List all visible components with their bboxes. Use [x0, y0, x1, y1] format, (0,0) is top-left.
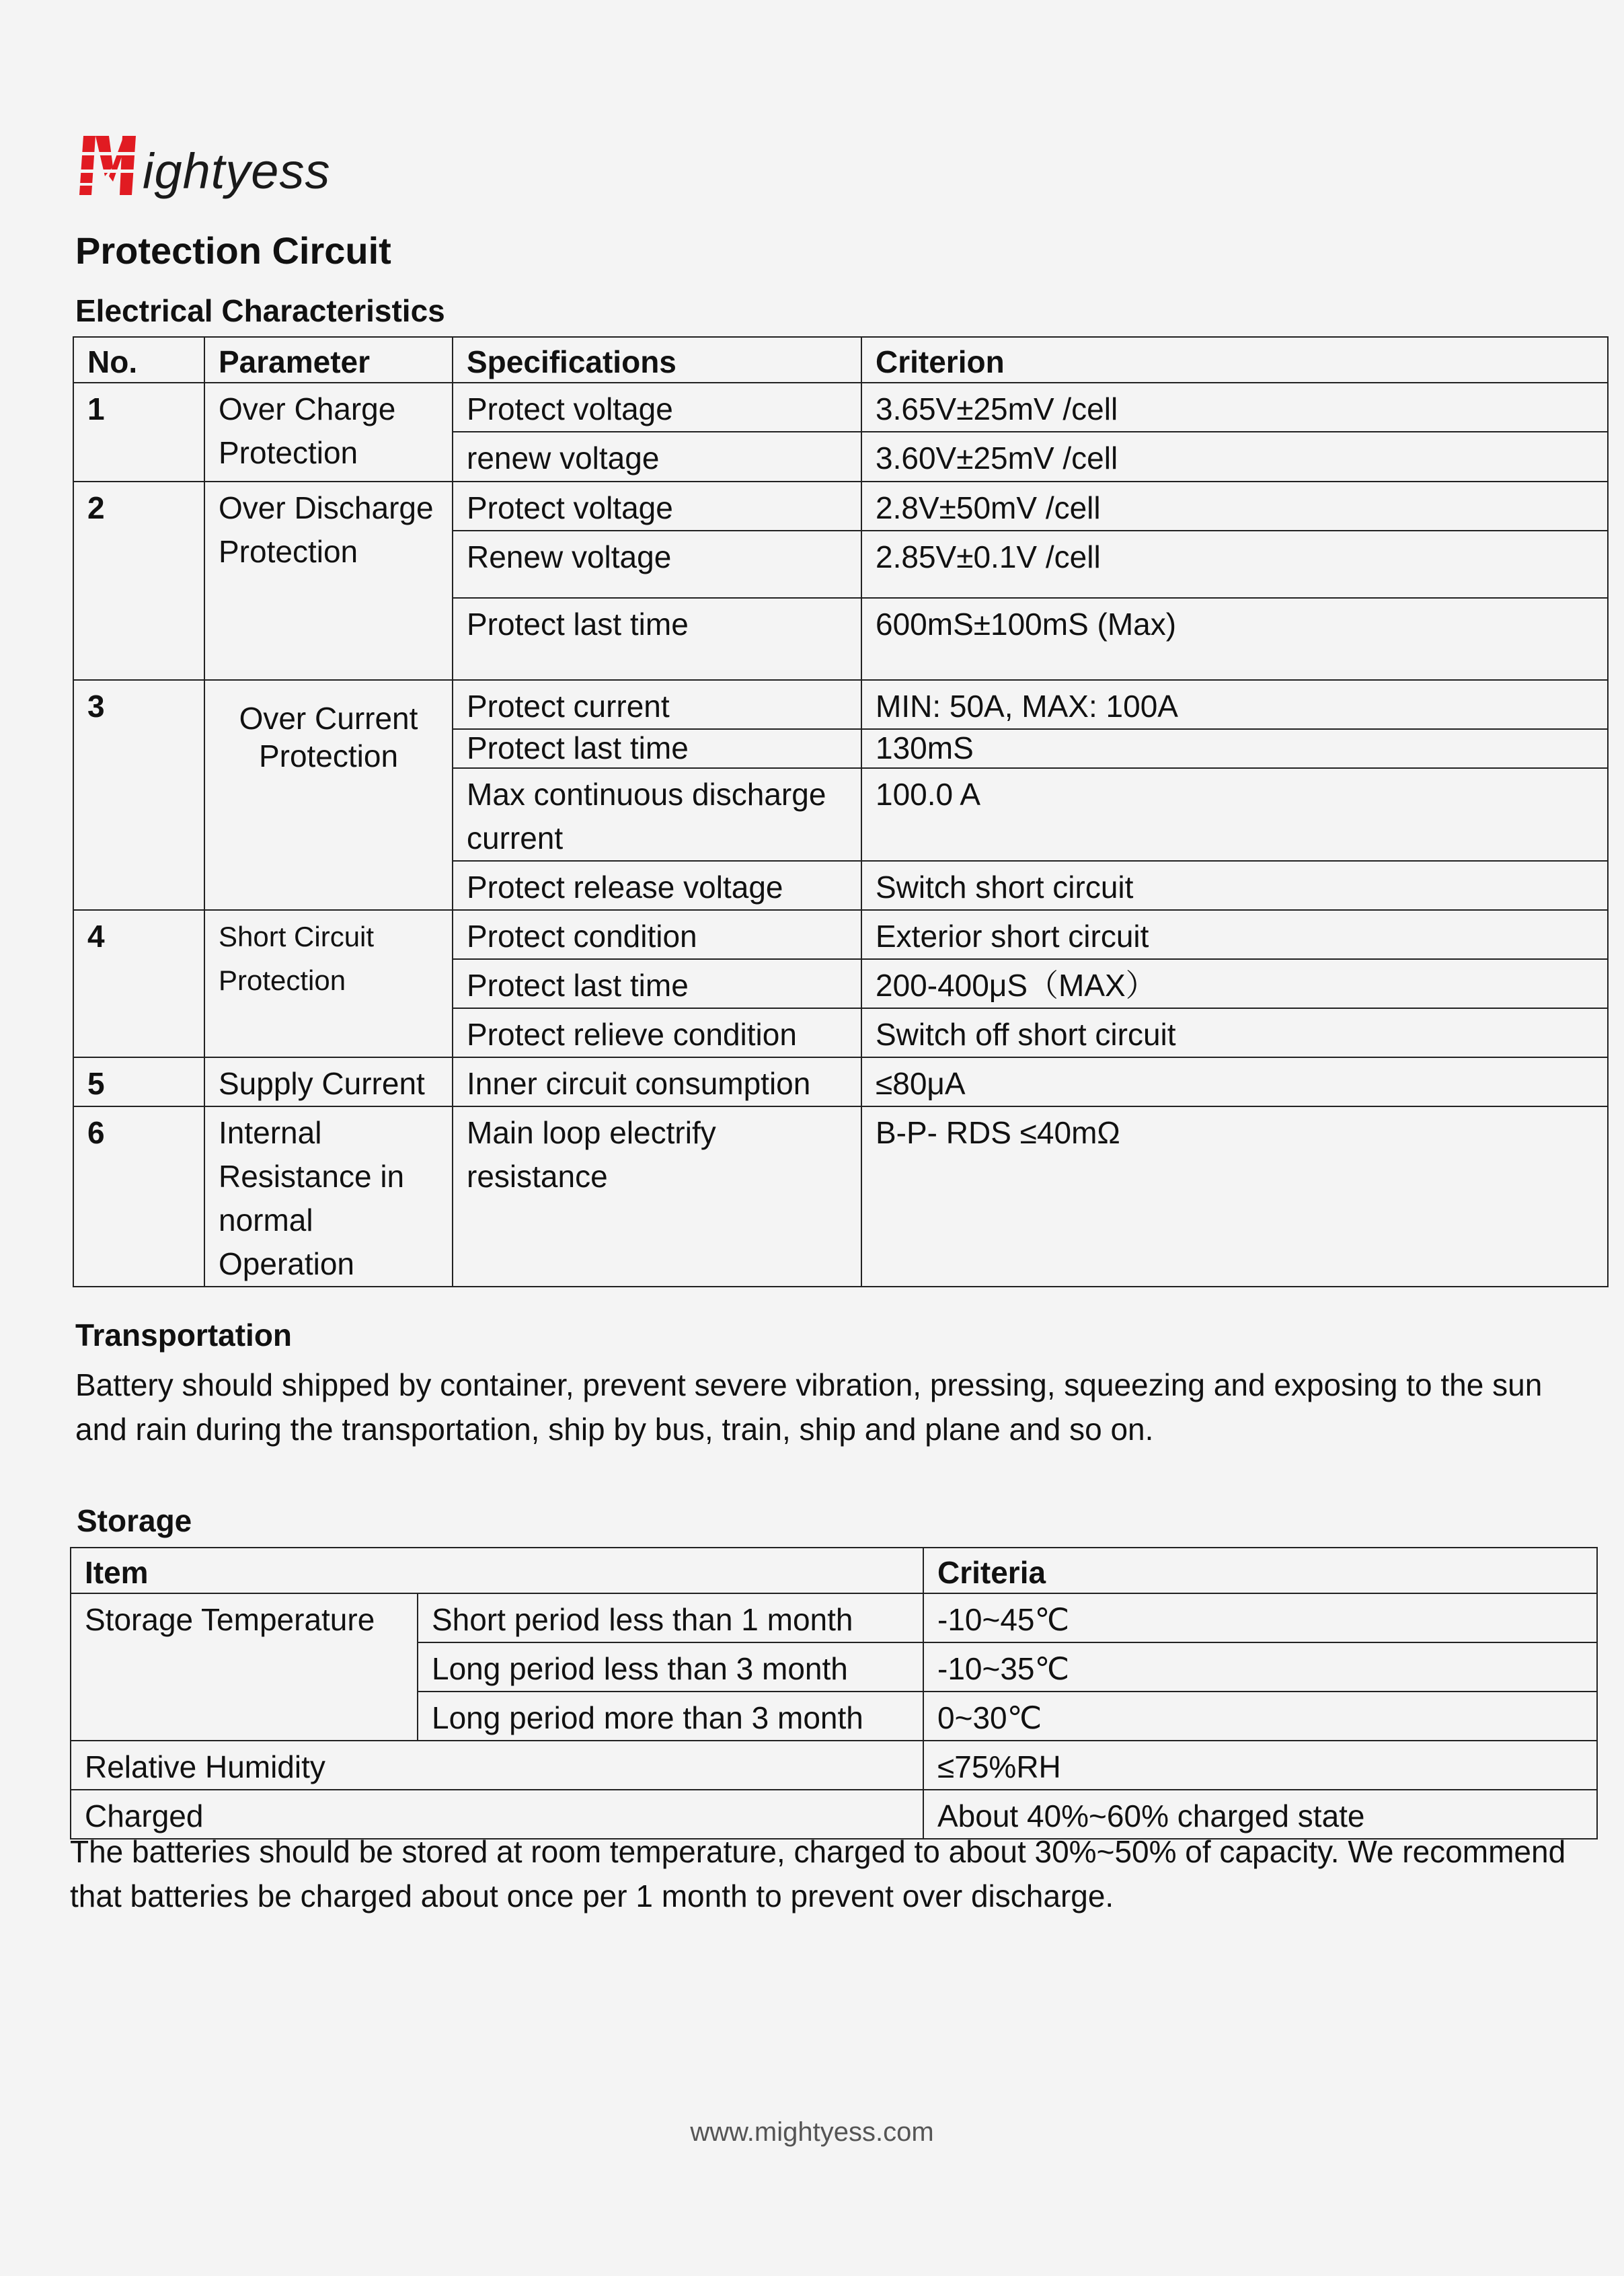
row-number: 4	[73, 910, 204, 1057]
criterion-cell: Switch off short circuit	[861, 1008, 1608, 1057]
period-cell: Short period less than 1 month	[418, 1593, 923, 1642]
spec-cell: Protect last time	[453, 959, 861, 1008]
logo-wordmark: ightyess	[143, 143, 331, 199]
humidity-label: Relative Humidity	[71, 1741, 923, 1790]
table-row	[73, 482, 1608, 531]
row-number: 3	[73, 680, 204, 910]
spec-cell: Protect last time	[453, 598, 861, 680]
parameter-cell: Internal Resistance in normal Operation	[204, 1106, 453, 1287]
table-row	[73, 910, 1608, 959]
electrical-table	[73, 336, 1609, 1287]
criterion-cell: 2.85V±0.1V /cell	[861, 531, 1608, 598]
spec-cell: Protect current	[453, 680, 861, 729]
parameter-cell: Over Charge Protection	[204, 383, 453, 482]
storage-heading: Storage	[77, 1503, 192, 1538]
criterion-cell: 3.65V±25mV /cell	[861, 383, 1608, 432]
humidity-value: ≤75%RH	[923, 1741, 1597, 1790]
parameter-cell: Short Circuit Protection	[204, 910, 453, 1057]
transportation-text: Battery should shipped by container, prevent severe vibration, pressing, squeezing and exposing to the sun and rain during the transportation, ship by bus, train, ship and plane and so on.	[75, 1367, 1543, 1447]
criterion-cell: 2.8V±50mV /cell	[861, 482, 1608, 531]
electrical-heading: Electrical Characteristics	[75, 293, 445, 328]
spec-cell: Protect voltage	[453, 482, 861, 531]
criterion-cell: 3.60V±25mV /cell	[861, 432, 1608, 482]
row-number: 1	[73, 383, 204, 482]
charged-label: Charged	[71, 1790, 923, 1839]
spec-cell: Protect last time	[453, 729, 861, 768]
criterion-cell: 130mS	[861, 729, 1608, 768]
table-row	[71, 1593, 1597, 1642]
spec-cell: Protect release voltage	[453, 861, 861, 910]
criterion-cell: B-P- RDS ≤40mΩ	[861, 1106, 1608, 1287]
spec-cell: Renew voltage	[453, 531, 861, 598]
row-number: 2	[73, 482, 204, 680]
page-title: Protection Circuit	[75, 229, 391, 272]
parameter-cell: Over Current Protection	[204, 680, 453, 910]
value-cell: -10~45℃	[923, 1593, 1597, 1642]
criterion-cell: MIN: 50A, MAX: 100A	[861, 680, 1608, 729]
table-row	[73, 1057, 1608, 1106]
parameter-cell: Over Discharge Protection	[204, 482, 453, 680]
charged-value: About 40%~60% charged state	[923, 1790, 1597, 1839]
col-header-no: No.	[73, 337, 204, 383]
period-cell: Long period less than 3 month	[418, 1642, 923, 1692]
criterion-cell: 200-400μS（MAX）	[861, 959, 1608, 1008]
table-row	[73, 680, 1608, 729]
spec-cell: renew voltage	[453, 432, 861, 482]
row-number: 5	[73, 1057, 204, 1106]
table-row	[73, 1106, 1608, 1287]
row-number: 6	[73, 1106, 204, 1287]
criterion-cell: Switch short circuit	[861, 861, 1608, 910]
spec-cell: Main loop electrify resistance	[453, 1106, 861, 1287]
brand-logo	[75, 128, 358, 202]
spec-cell: Max continuous discharge current	[453, 768, 861, 861]
col-header-criterion: Criterion	[861, 337, 1608, 383]
storage-temperature-label: Storage Temperature	[71, 1593, 418, 1741]
col-header-parameter: Parameter	[204, 337, 453, 383]
spec-cell: Inner circuit consumption	[453, 1057, 861, 1106]
storage-note: The batteries should be stored at room temperature, charged to about 30%~50% of capacity. We recommend that batteries be charged about once per 1 month to prevent over discharge.	[70, 1834, 1566, 1913]
table-row	[73, 383, 1608, 432]
storage-table	[70, 1547, 1598, 1839]
col-header-specifications: Specifications	[453, 337, 861, 383]
spec-cell: Protect condition	[453, 910, 861, 959]
transportation-heading: Transportation	[75, 1318, 293, 1353]
spec-cell: Protect voltage	[453, 383, 861, 432]
criterion-cell: Exterior short circuit	[861, 910, 1608, 959]
criterion-cell: 600mS±100mS (Max)	[861, 598, 1608, 680]
period-cell: Long period more than 3 month	[418, 1692, 923, 1741]
criterion-cell: 100.0 A	[861, 768, 1608, 861]
logo-mark-icon	[75, 135, 143, 198]
table-row	[71, 1741, 1597, 1790]
col-header-item: Item	[71, 1548, 923, 1593]
footer-url: www.mightyess.com	[690, 2117, 934, 2147]
col-header-criteria: Criteria	[923, 1548, 1597, 1593]
spec-cell: Protect relieve condition	[453, 1008, 861, 1057]
criterion-cell: ≤80μA	[861, 1057, 1608, 1106]
value-cell: 0~30℃	[923, 1692, 1597, 1741]
parameter-cell: Supply Current	[204, 1057, 453, 1106]
value-cell: -10~35℃	[923, 1642, 1597, 1692]
